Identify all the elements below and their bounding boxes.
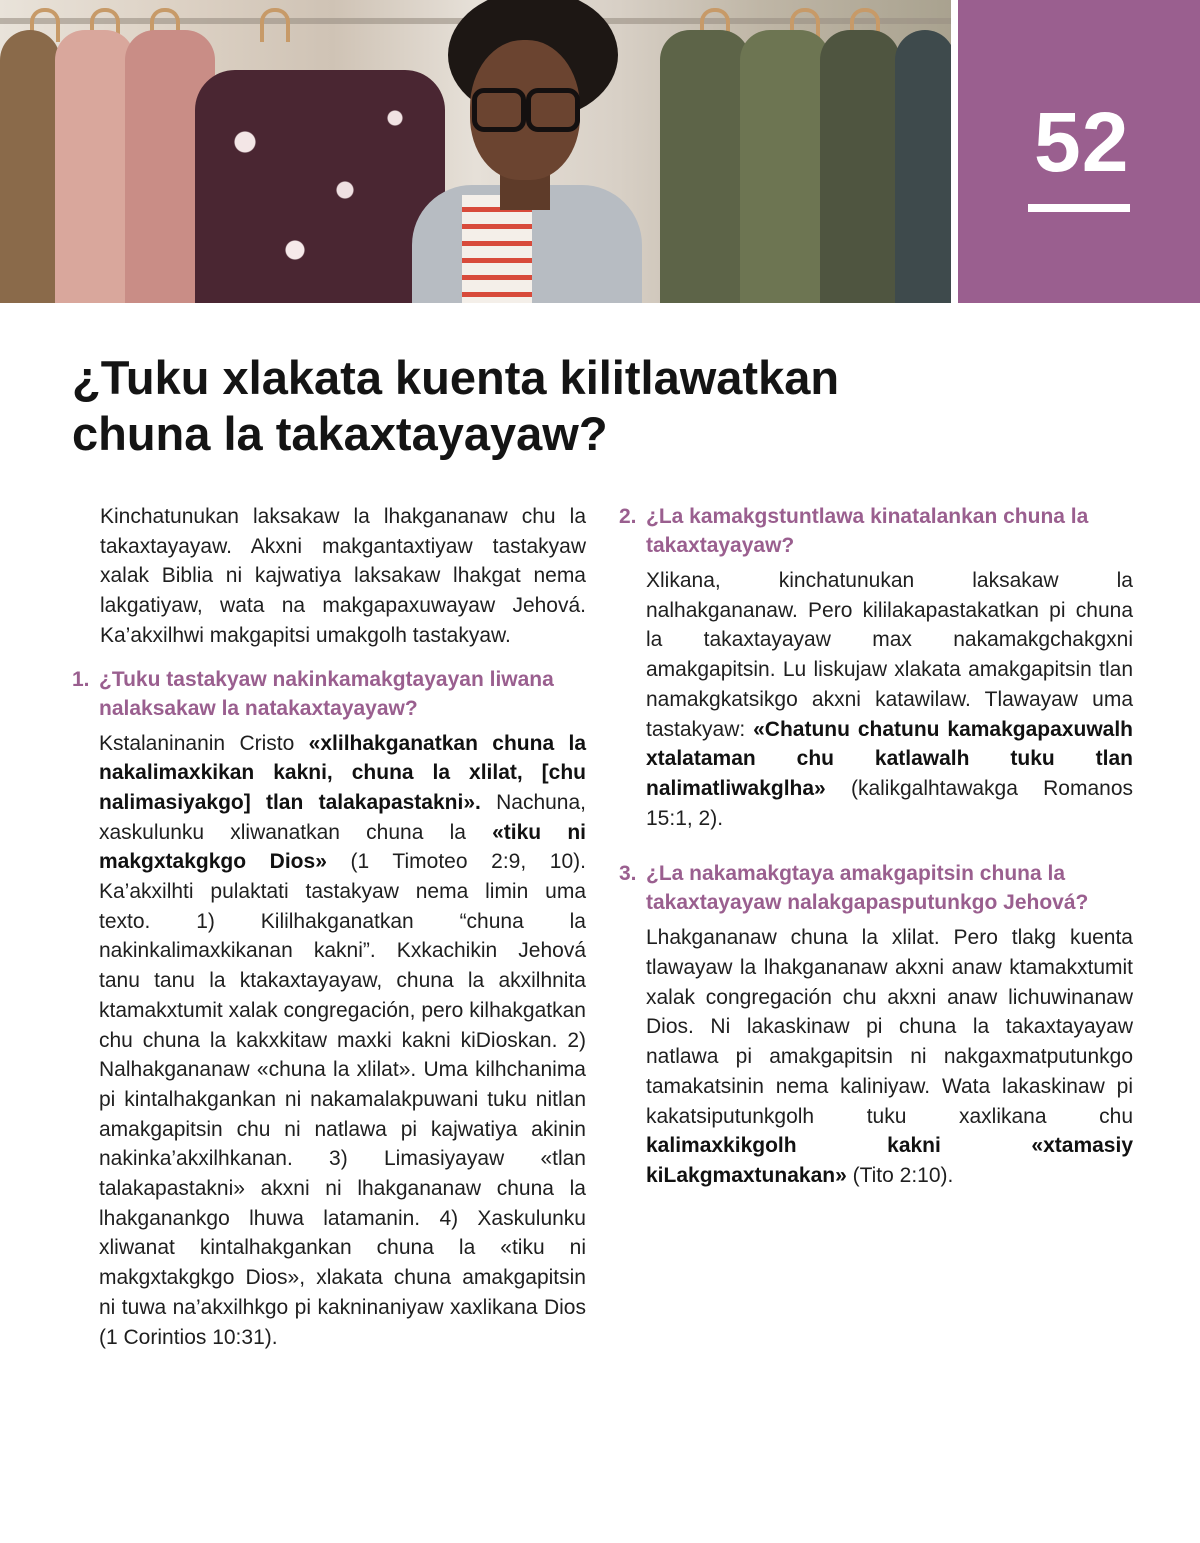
right-column: [619, 502, 1133, 1217]
answer-paragraph-2: [646, 566, 1133, 833]
answer-paragraph-3: [646, 923, 1133, 1190]
floral-garment: [195, 70, 445, 303]
garment: [895, 30, 951, 303]
bold-quote-segment: «Chatunu chatunu kamakgapaxuwalh xtalataman chu katlawalh tuku tlan nalimatliwakglha»: [646, 717, 1133, 800]
bold-quote-segment: «tiku ni makgxtakgkgo Dios»: [99, 820, 586, 874]
text-segment: Nachuna, xaskulunku xliwanatkan chuna la: [99, 790, 586, 844]
question-text: ¿Tuku tastakyaw nakinkamakgtayayan liwana nalaksakaw la natakaxtayayaw?: [99, 667, 554, 720]
intro-paragraph: Kinchatunukan laksakaw la lhakgananaw chu la takaxtayayaw. Akxni makgantaxtiyaw tastakyaw xalak Biblia ni kajwatiya laksakaw lhakgat nema lakgatiyaw, wata na makgapaxuwayaw Jehová. Ka’akxilhwi makgapitsi umakgolh tastakyaw.: [100, 505, 586, 647]
question-heading-2: [619, 502, 1133, 560]
text-segment: Lhakgananaw chuna la xlilat. Pero tlakg kuenta tlawayaw la lhakgananaw akxni anaw ktamakxtumit xalak congregación chu akxni anaw lichuwinanaw Dios. Ni lakaskinaw pi chuna la takaxtayayaw natlawa pi amakgapitsin ni nakgaxmatputunkgo tamakatsinin nema kaliniyaw. Wata lakaskinaw pi kakatsiputunkgolh tuku xaxlikana chu: [646, 926, 1133, 1128]
text-segment: Xlikana, kinchatunukan laksakaw la nalhakgananaw. Pero kililakapastakatkan pi chuna la takaxtayayaw max nakamakgchakgxni amakgapitsin. Lu liskujaw xlakata amakgapitsin tlan namakgkatsikgo akxni katawilaw. Tlawayaw uma tastakyaw:: [646, 569, 1133, 741]
question-number: 1.: [72, 667, 90, 691]
question-number: 2.: [619, 505, 637, 528]
text-segment: (1 Timoteo 2:9, 10). Ka’akxilhti pulaktati tastakyaw nema limin uma texto. 1) Kililhakganatkan “chuna la nakinkalimaxkikanan kakni”. Kxkachikin Jehová tanu tanu la ktakaxtayayaw, chuna la akxilhnita ktamakxtumit xalak congregación, pero kilhakgatkan chu chuna la kakxkitaw maxki kakni kiDioskan. 2) Nalhakgananaw «chuna la xlilat». Uma kilhchanima pi kintalhakgankan ni nakamalakpuwani tuku nitlan amakgapitsin chu ni natlawa pi kajwatiya akinin nakinka’akxilhkanan. 3) Limasiyayaw «tlan talakapastakni» akxni ni lhakgananaw chuna la lhakganankgo lhuwa latamanin. 4) Xaskulunku xliwanat kintalhakgankan chuna la «tiku ni makgxtakgkgo Dios», xlakata chuna amakgapitsin ni tuwa na’akxilhkgo pi kakninaniyaw xaxlikana Dios (1 Corintios 10:31).: [99, 850, 586, 1349]
text-segment: (Tito 2:10).: [846, 1163, 954, 1187]
chapter-underline: [1028, 204, 1130, 212]
question-heading-1: [72, 665, 586, 723]
bold-quote-segment: kalimaxkikgolh kakni «xtamasiy kiLakgmaxtunakan»: [646, 1134, 1133, 1187]
left-column: [72, 502, 586, 1378]
garment: [0, 30, 60, 303]
garment: [740, 30, 830, 303]
hero-photo: [0, 0, 951, 303]
glasses-icon: [526, 88, 580, 132]
bold-quote-segment: «xlilhakganatkan chuna la nakalimaxkikan kakni, chuna la xlilat, [chu nalimasiyakgo] tlan talakapastakni».: [99, 731, 586, 814]
question-text: ¿La nakamakgtaya amakgapitsin chuna la takaxtayayaw nalakgapasputunkgo Jehová?: [646, 862, 1089, 915]
page-title: ¿Tuku xlakata kuenta kilitlawatkan chuna la takaxtayayaw?: [72, 351, 840, 460]
question-heading-3: [619, 859, 1133, 917]
garment: [820, 30, 900, 303]
hanger-hook: [260, 8, 290, 42]
chapter-badge: [958, 0, 1200, 303]
striped-shirt: [462, 195, 532, 303]
text-segment: (kalikgalhtawakga Romanos 15:1, 2).: [646, 776, 1133, 830]
question-text: ¿La kamakgstuntlawa kinatalankan chuna la takaxtayayaw?: [646, 505, 1089, 557]
glasses-icon: [472, 88, 526, 132]
text-segment: Kstalaninanin Cristo: [99, 731, 309, 755]
garment: [660, 30, 750, 303]
question-number: 3.: [619, 862, 637, 886]
chapter-number: 52: [1034, 95, 1130, 189]
answer-paragraph-1: [99, 729, 586, 1353]
garment: [55, 30, 135, 303]
